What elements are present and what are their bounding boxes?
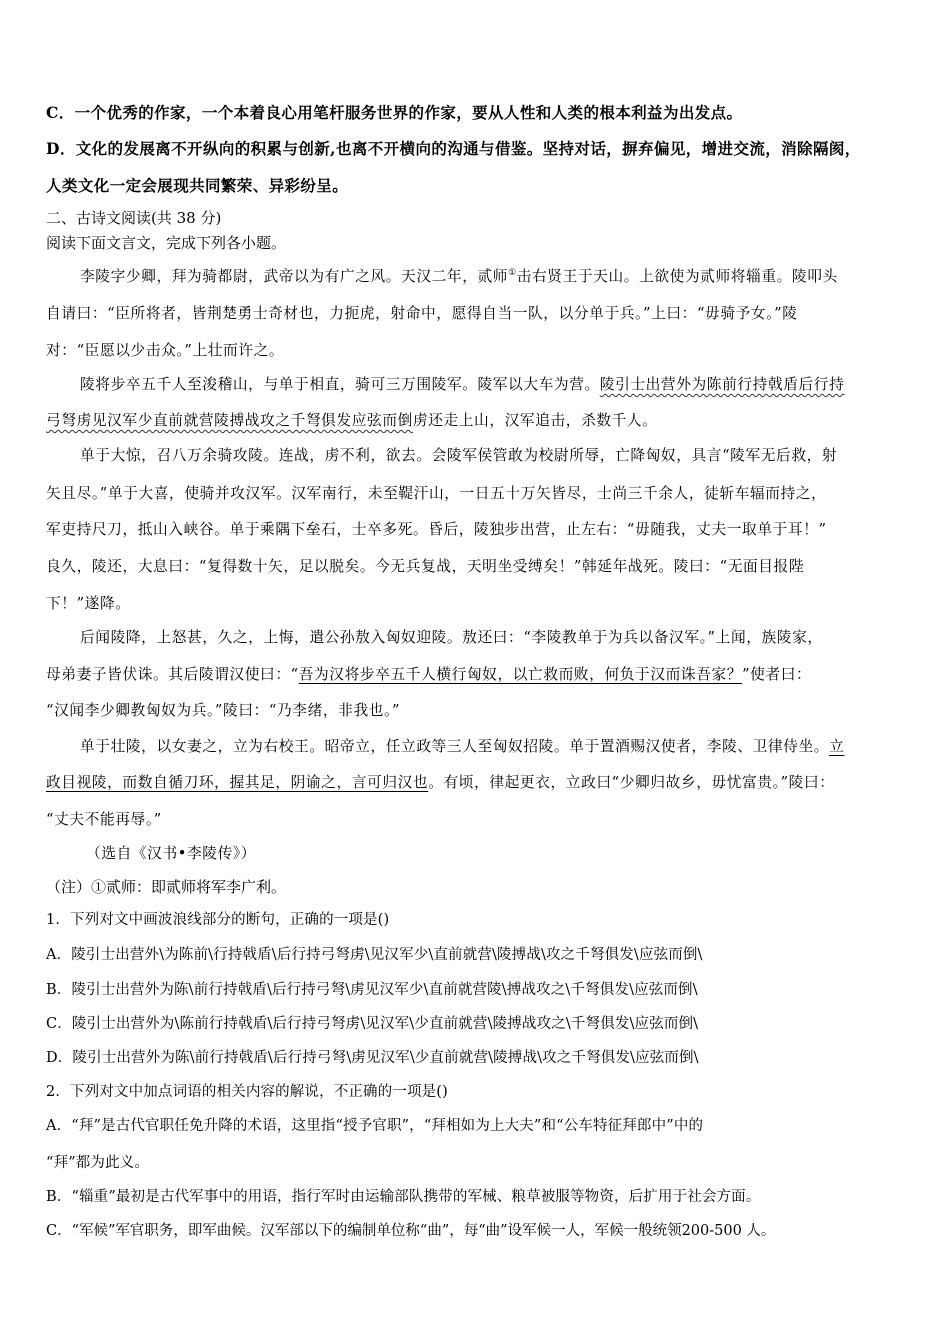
passage-text: 单于壮陵，以女妻之，立为右校王。昭帝立，任立政等三人至匈奴招陵。单于置酒赐汉使者，李陵、卫律侍坐。 [80,738,830,755]
section-instruction: 阅读下面文言文，完成下列各小题。 [46,234,287,252]
question-2-option-b: B．“辎重”最初是古代军事中的用语，指行军时由运输部队携带的军械、粮草被服等物资，后扩用于社会方面。 [46,1189,761,1205]
passage-p4-line1: 后闻陵降，上怒甚，久之，上悔，遣公孙敖入匈奴迎陵。敖还曰：“李陵教单于为兵以备汉军。”上闻，族陵家， [80,629,823,646]
wavy-underlined-text: 弓弩虏见汉军少直前就营陵搏战攻之千弩俱发应弦而倒 [46,412,413,429]
passage-p1-line2: 自请曰：“臣所将者，皆荆楚勇士奇材也，力扼虎，射命中，愿得自当一队，以分单于兵。”上曰：“毋骑予女。”陵 [46,305,798,322]
footnote-marker: ① [508,268,517,279]
question-1-option-c: C．陵引士出营外为\陈前行持戟盾\后行持弓弩虏\见汉军\少直前就营\陵搏战攻之\千弩俱发\应弦而倒\ [46,1016,699,1032]
passage-p3-line5: 下！”遂降。 [46,595,131,612]
wavy-underlined-text: 陵引士出营外为陈前行持戟盾后行持 [599,376,845,393]
passage-p2-line1 [80,373,844,394]
question-1-option-a: A．陵引士出营外\为陈前\行持戟盾\后行持弓弩虏\见汉军少\直前就营\陵搏战\攻之千弩俱发\应弦而倒\ [46,947,703,963]
passage-p3-line1: 单于大惊，召八万余骑攻陵。连战，虏不利，欲去。会陵军侯管敢为校尉所辱，亡降匈奴，具言“陵军无后救，射 [80,447,838,464]
passage-text: 陵将步卒五千人至浚稽山，与单于相直，骑可三万围陵军。陵军以大车为营。 [80,376,600,393]
question-1-option-b: B．陵引士出营外为陈\前行持戟盾\后行持弓弩\虏见汉军少\直前就营陵\搏战攻之\千弩俱发\应弦而倒\ [46,982,698,998]
passage-p5-line1 [80,735,844,756]
question-2-option-c: C．“军候”军官职务，即军曲候。汉军部以下的编制单位称“曲”，每“曲”设军候一人，军候一般统领200-500 人。 [46,1223,776,1239]
option-d-prev-line2: 人类文化一定会展现共同繁荣、异彩纷呈。 [46,176,349,195]
passage-p3-line2: 矢且尽。”单于大喜，使骑并攻汉军。汉军南行，未至鞮汗山，一日五十万矢皆尽，士尚三千余人，徒斩车辐而持之， [46,485,827,502]
section-title: 二、古诗文阅读(共 38 分) [46,209,222,227]
passage-p2-line2 [46,409,658,430]
option-d-prev-line1: D．文化的发展离不开纵向的积累与创新,也离不开横向的沟通与借鉴。坚持对话，摒弃偏见，增进交流，消除隔阂， [46,139,861,158]
passage-p3-line3: 军吏持尺刀，抵山入峡谷。单于乘隅下垒石，士卒多死。昏后，陵独步出营，止左右：“毋随我，丈夫一取单于耳！” [46,521,827,538]
question-1-option-d: D．陵引士出营外为陈\前行持戟盾\后行持弓弩\虏见汉军\少直前就营\陵搏战\攻之千弩俱发\应弦而倒\ [46,1050,699,1066]
question-2-option-a-line2: “拜”都为此义。 [46,1155,150,1171]
question-1-stem: 1．下列对文中画波浪线部分的断句，正确的一项是() [46,912,390,928]
underlined-sentence: 吾为汉将步卒五千人横行匈奴，以亡救而败，何负于汉而诛吾家？ [298,666,743,683]
passage-note: （注）①贰师：即贰师将军李广利。 [46,878,287,896]
passage-p1-line1 [80,265,838,286]
underlined-sentence: 政目视陵，而数自循刀环，握其足，阴谕之，言可归汉也 [46,774,429,791]
question-2-option-a-line1: A．“拜”是古代官职任免升降的术语，这里指“授予官职”，“拜相如为上大夫”和“公车特征拜郎中”中的 [46,1118,704,1134]
passage-text: ”使者曰： [742,666,812,683]
passage-p4-line3: “汉闻李少卿教匈奴为兵。”陵曰：“乃李绪，非我也。” [46,702,401,719]
passage-p3-line4: 良久，陵还，大息曰：“复得数十矢，足以脱矣。今无兵复战，天明坐受缚矣！”韩延年战死。陵曰：“无面目报陛 [46,558,805,575]
passage-text: 。有顷，律起更衣，立政曰“少卿归故乡，毋忧富贵。”陵曰： [428,774,835,791]
passage-p5-line2 [46,771,835,792]
option-c-prev: C．一个优秀的作家，一个本着良心用笔杆服务世界的作家，要从人性和人类的根本利益为出发点。 [46,103,743,122]
passage-text: 虏还走上山，汉军追击，杀数千人。 [412,412,658,429]
passage-source: （选自《汉书•李陵传》） [86,845,257,862]
passage-p4-line2 [46,663,811,684]
question-2-stem: 2．下列对文中加点词语的相关内容的解说，不正确的一项是() [46,1084,448,1100]
passage-text: 李陵字少卿，拜为骑都尉，武帝以为有广之风。天汉二年，贰师 [80,268,509,285]
passage-text: 击右贤王于天山。上欲使为贰师将辎重。陵叩头 [516,268,838,285]
passage-text: 母弟妻子皆伏诛。其后陵谓汉使曰：“ [46,666,299,683]
passage-p1-line3: 对：“臣愿以少击众。”上壮而许之。 [46,342,285,359]
passage-p5-line3: “丈夫不能再辱。” [46,811,162,828]
underlined-sentence: 立 [829,738,845,755]
